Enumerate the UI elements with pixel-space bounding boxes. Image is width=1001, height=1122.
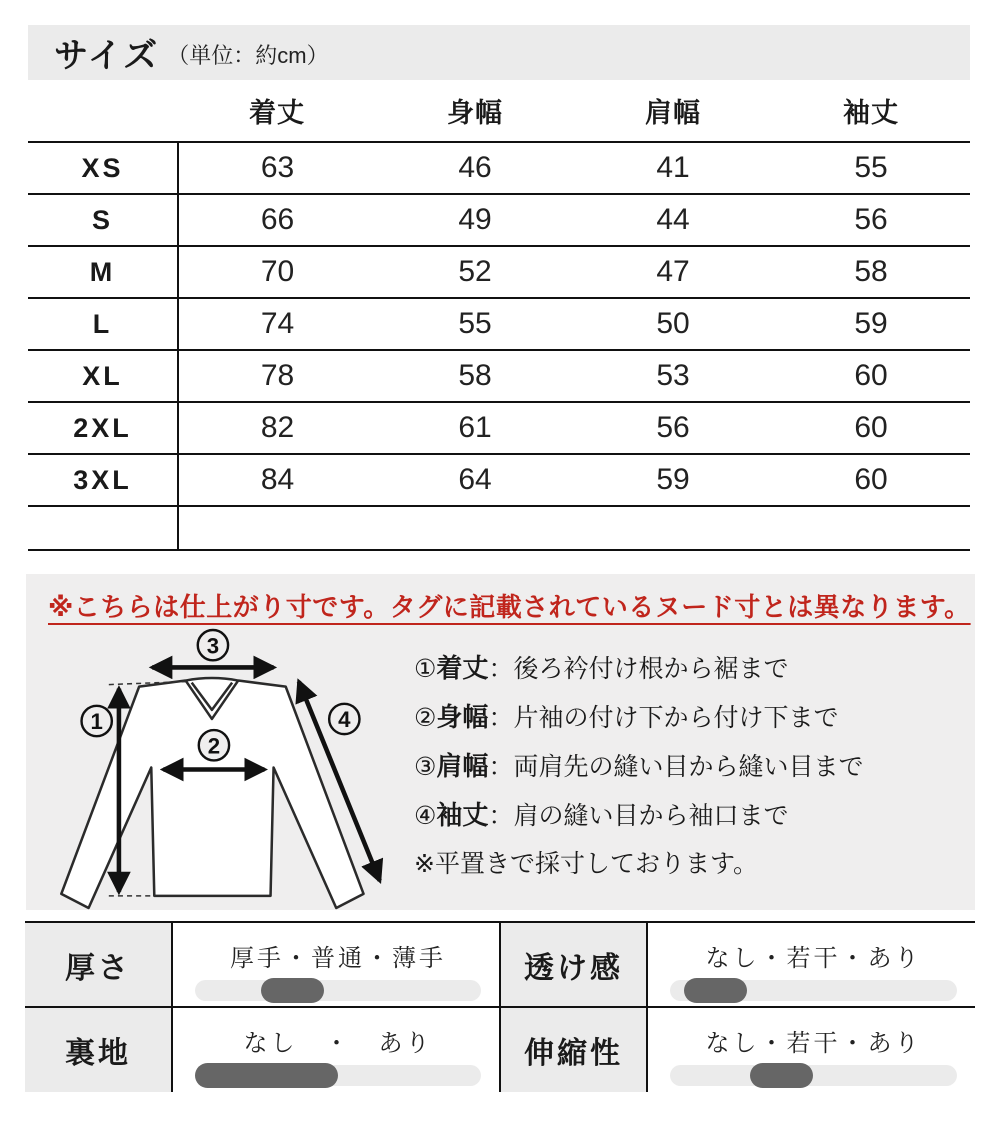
cell-value: 59	[772, 298, 970, 350]
corner-cell	[28, 80, 178, 142]
size-table	[28, 80, 970, 551]
cell-value: 55	[376, 298, 574, 350]
empty-cell	[178, 506, 970, 550]
badge-3: 3	[206, 633, 220, 659]
col-header-shoulder: 肩幅	[645, 98, 701, 128]
size-chart-page	[0, 25, 1001, 1122]
legend-term: 身幅	[436, 702, 489, 732]
legend-desc: ：後ろ衿付け根から裾まで	[488, 655, 789, 683]
cell-value: 47	[574, 246, 772, 298]
table-row	[28, 350, 970, 402]
scale-label: なし ・ あり	[243, 1030, 433, 1057]
size-label: L	[28, 298, 178, 350]
cell-value: 60	[772, 350, 970, 402]
thickness-slider	[195, 980, 481, 1001]
legend-item-shoulder	[414, 742, 863, 791]
cell-value: 84	[178, 454, 376, 506]
size-table-header-row	[28, 80, 970, 142]
cell-value: 52	[376, 246, 574, 298]
col-header-sleeve: 袖丈	[843, 98, 899, 128]
attr-label-stretch: 伸縮性	[500, 1007, 647, 1092]
stretch-slider	[670, 1065, 957, 1086]
cell-value: 58	[376, 350, 574, 402]
sheerness-slider	[670, 980, 957, 1001]
unit-label: （単位：約cm）	[167, 43, 329, 68]
table-row-empty	[28, 506, 970, 550]
table-row	[28, 194, 970, 246]
attr-label-thickness: 厚さ	[25, 922, 172, 1007]
cell-value: 58	[772, 246, 970, 298]
table-row	[28, 142, 970, 194]
col-header-width: 身幅	[447, 98, 503, 128]
empty-cell	[28, 506, 178, 550]
attr-cell-stretch	[647, 1007, 975, 1092]
slider-indicator	[195, 1063, 338, 1088]
legend-term: 着丈	[436, 653, 489, 683]
table-row	[28, 246, 970, 298]
cell-value: 59	[574, 454, 772, 506]
cell-value: 70	[178, 246, 376, 298]
scale-label: なし・若干・あり	[705, 1030, 922, 1057]
col-header-length: 着丈	[249, 98, 305, 128]
cell-value: 64	[376, 454, 574, 506]
cell-value: 56	[574, 402, 772, 454]
scale-label: 厚手・普通・薄手	[230, 944, 446, 972]
measurement-legend	[414, 628, 863, 915]
flat-measure-note: ※平置きで採寸しております。	[414, 850, 758, 878]
legend-desc: ：両肩先の縫い目から縫い目まで	[488, 753, 864, 781]
cell-value: 60	[772, 454, 970, 506]
cell-value: 41	[574, 142, 772, 194]
fabric-attributes-table	[25, 921, 975, 1092]
legend-item-length	[414, 644, 863, 693]
size-label: XL	[28, 350, 178, 402]
legend-num: ①	[414, 655, 437, 683]
legend-desc: ：肩の縫い目から袖口まで	[488, 802, 789, 830]
table-row	[28, 298, 970, 350]
slider-indicator	[261, 978, 324, 1003]
attr-label-sheerness: 透け感	[500, 922, 647, 1007]
cell-value: 53	[574, 350, 772, 402]
legend-term: 肩幅	[436, 751, 489, 781]
legend-term: 袖丈	[436, 800, 489, 830]
cell-value: 49	[376, 194, 574, 246]
badge-2: 2	[207, 733, 221, 759]
attr-cell-sheerness	[647, 922, 975, 1007]
legend-item-width	[414, 693, 863, 742]
cell-value: 78	[178, 350, 376, 402]
legend-item-sleeve	[414, 791, 863, 840]
legend-num: ③	[414, 753, 437, 781]
legend-num: ②	[414, 704, 437, 732]
size-label: S	[28, 194, 178, 246]
badge-4: 4	[338, 707, 351, 733]
table-row	[28, 454, 970, 506]
cell-value: 60	[772, 402, 970, 454]
attr-cell-lining	[172, 1007, 500, 1092]
finished-size-notice: ※こちらは仕上がり寸です。タグに記載されているヌード寸とは異なります。	[48, 592, 971, 622]
attr-row	[25, 922, 975, 1007]
measurement-section	[26, 574, 975, 910]
attr-cell-thickness	[172, 922, 500, 1007]
attr-row	[25, 1007, 975, 1092]
cell-value: 56	[772, 194, 970, 246]
size-section-header	[28, 25, 970, 80]
cell-value: 50	[574, 298, 772, 350]
shirt-diagram-svg	[38, 628, 402, 910]
cell-value: 82	[178, 402, 376, 454]
cell-value: 44	[574, 194, 772, 246]
size-label: 3XL	[28, 454, 178, 506]
page-title: サイズ	[54, 37, 160, 75]
legend-num: ④	[414, 802, 437, 830]
badge-1: 1	[90, 709, 103, 735]
cell-value: 63	[178, 142, 376, 194]
cell-value: 46	[376, 142, 574, 194]
scale-label: なし・若干・あり	[705, 944, 922, 972]
slider-indicator	[750, 1063, 813, 1088]
size-label: M	[28, 246, 178, 298]
attr-label-lining: 裏地	[25, 1007, 172, 1092]
legend-desc: ：片袖の付け下から付け下まで	[488, 704, 839, 732]
shirt-measurement-diagram	[38, 628, 406, 915]
lining-slider	[195, 1065, 481, 1086]
cell-value: 61	[376, 402, 574, 454]
table-row	[28, 402, 970, 454]
size-label: XS	[28, 142, 178, 194]
cell-value: 74	[178, 298, 376, 350]
cell-value: 66	[178, 194, 376, 246]
size-label: 2XL	[28, 402, 178, 454]
cell-value: 55	[772, 142, 970, 194]
slider-indicator	[684, 978, 747, 1003]
